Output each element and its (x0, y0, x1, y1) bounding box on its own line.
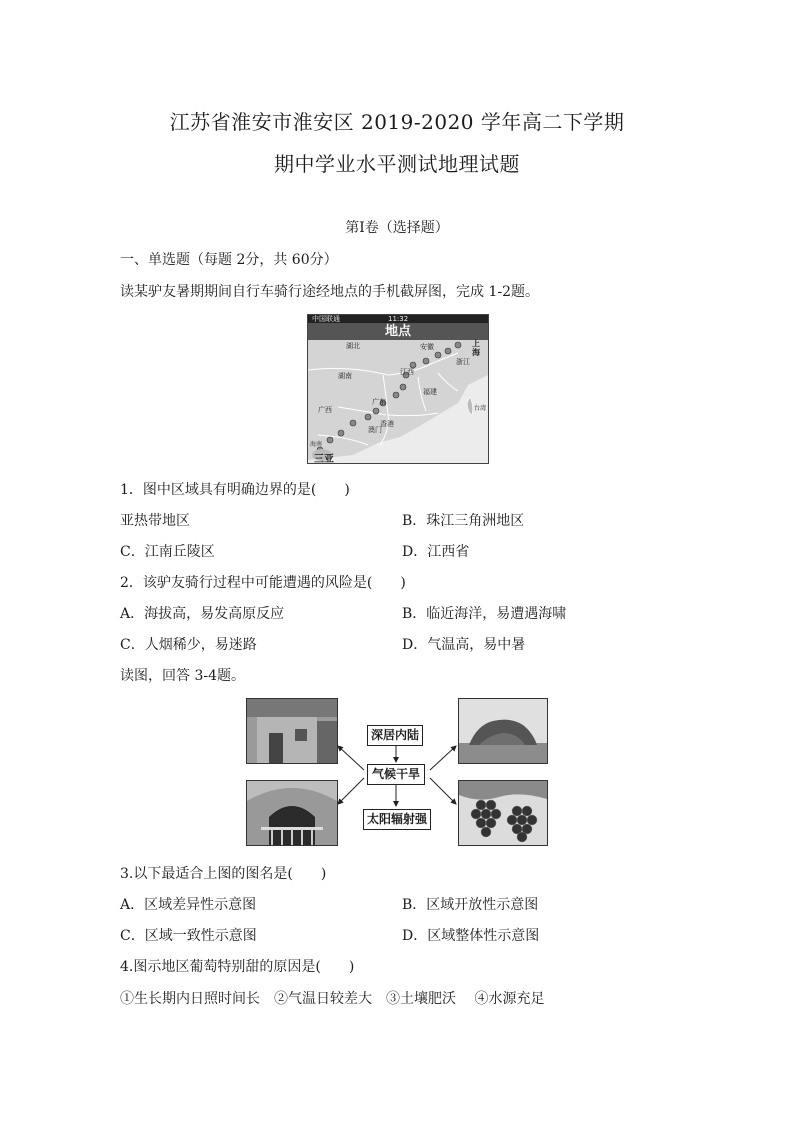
q3-option-b: B．区域开放性示意图 (402, 897, 539, 913)
part-heading: 一、单选题（每题 2分，共 60分） (120, 252, 338, 268)
q3-option-c: C．区域一致性示意图 (120, 928, 257, 944)
q3-option-d: D．区域整体性示意图 (402, 928, 540, 944)
label-zhejiang: 浙江 (456, 358, 470, 366)
q3-stem: 3.以下最适合上图的图名是( ) (120, 866, 327, 882)
q1-option-b: B．珠江三角洲地区 (402, 513, 525, 529)
label-jiangxi: 江西 (400, 368, 414, 376)
box-strong-radiation: 太阳辐射强 (363, 809, 431, 830)
q2-option-c: C．人烟稀少，易迷路 (120, 637, 257, 653)
adobe-house-image (247, 699, 337, 763)
karez-image (247, 781, 337, 845)
q1-option-a: 亚热带地区 (120, 513, 190, 529)
document-title-line-2: 期中学业水平测试地理试题 (274, 152, 520, 176)
photo-adobe-house (246, 698, 338, 764)
label-fujian: 福建 (423, 388, 437, 396)
box-arid-climate: 气候干旱 (367, 764, 425, 785)
q3-option-a: A．区域差异性示意图 (120, 897, 257, 913)
intro-q3-4: 读图，回答 3-4题。 (120, 668, 245, 684)
box-inland: 深居内陆 (367, 725, 423, 746)
label-hubei: 湖北 (346, 342, 360, 350)
arid-region-diagram (246, 698, 546, 844)
label-shanghai: 上海 (472, 339, 480, 357)
label-xianggang: 香港 (380, 420, 394, 428)
phone-status-bar (308, 315, 488, 323)
q1-stem: 1．图中区域具有明确边界的是( ) (120, 482, 350, 498)
photo-grapes (458, 780, 548, 846)
label-guangdong: 广东 (372, 398, 386, 406)
label-guangxi: 广西 (318, 406, 332, 414)
label-aomen: 澳门 (368, 426, 382, 434)
label-hainan: 海南 (310, 441, 323, 448)
q2-stem: 2．该驴友骑行过程中可能遭遇的风险是( ) (120, 575, 406, 591)
label-anhui: 安徽 (420, 343, 434, 351)
section-heading: 第Ⅰ卷（选择题） (345, 220, 449, 236)
label-sanya: 三亚 (314, 454, 334, 464)
map-header: 地点 (308, 323, 488, 340)
q1-option-c: C．江南丘陵区 (120, 544, 215, 560)
intro-q1-2: 读某驴友暑期期间自行车骑行途经地点的手机截屏图，完成 1-2题。 (120, 284, 539, 300)
q4-stem: 4.图示地区葡萄特别甜的原因是( ) (120, 959, 355, 975)
yardang-image (459, 699, 547, 763)
route-map-figure (307, 314, 489, 464)
q2-option-d: D．气温高，易中暑 (402, 637, 526, 653)
q1-option-d: D．江西省 (402, 544, 470, 560)
grapes-image (459, 781, 547, 845)
label-taiwan: 台湾 (474, 405, 487, 412)
q2-option-a: A．海拔高，易发高原反应 (120, 606, 285, 622)
photo-yardang-landform (458, 698, 548, 764)
status-time: 11:32 (388, 315, 409, 323)
photo-karez-well (246, 780, 338, 846)
carrier-label: 中国联通 (312, 315, 340, 323)
document-title-line-1: 江苏省淮安市淮安区 2019-2020 学年高二下学期 (169, 110, 625, 134)
label-hunan: 湖南 (338, 372, 352, 380)
q4-options: ①生长期内日照时间长 ②气温日较差大 ③土壤肥沃 ④水源充足 (120, 991, 545, 1007)
q2-option-b: B．临近海洋，易遭遇海啸 (402, 606, 567, 622)
